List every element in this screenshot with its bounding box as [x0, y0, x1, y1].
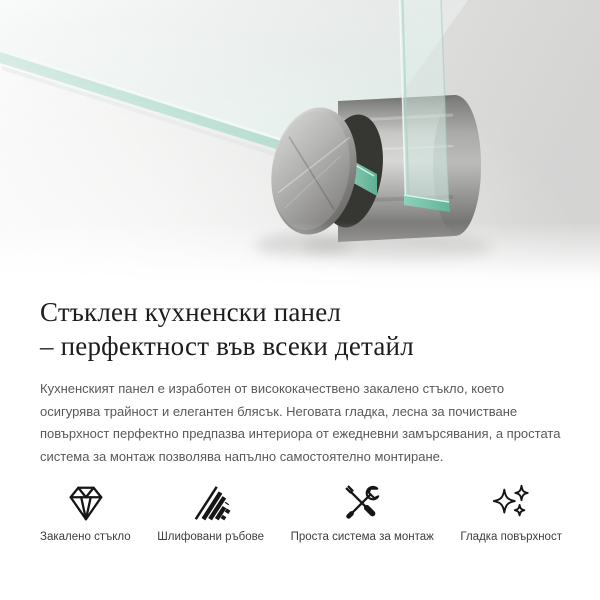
product-photo [0, 0, 600, 290]
feature-label: Проста система за монтаж [290, 531, 434, 543]
page-title [40, 295, 562, 363]
mounting-tools-icon [341, 482, 383, 524]
diamond-icon [64, 482, 106, 524]
title-line-1: Стъклен кухненски панел [40, 297, 342, 327]
feature-label: Шлифовани ръбове [157, 531, 265, 543]
feature-label: Закалено стъкло [40, 531, 131, 543]
sparkles-icon [490, 482, 532, 524]
title-line-2: – перфектност във всеки детайл [40, 331, 414, 361]
feature-easy-mounting [291, 482, 434, 543]
polished-edges-icon [190, 482, 232, 524]
content-area [0, 295, 600, 543]
intro-paragraph: Кухненският панел е изработен от висококачествено закалено стъкло, което осигурява трайност и елегантен блясък. Неговата гладка, лесна за почистване повърхност перфектно предпазва интериора от ежедневни замърсявания, а простата система за монтаж позволява напълно самостоятелно монтиране. [40, 381, 561, 464]
feature-label: Гладка повърхност [460, 531, 562, 543]
feature-polished-edges [157, 482, 264, 543]
feature-smooth-surface [460, 482, 562, 543]
features-row [40, 482, 562, 543]
feature-tempered-glass [40, 482, 131, 543]
